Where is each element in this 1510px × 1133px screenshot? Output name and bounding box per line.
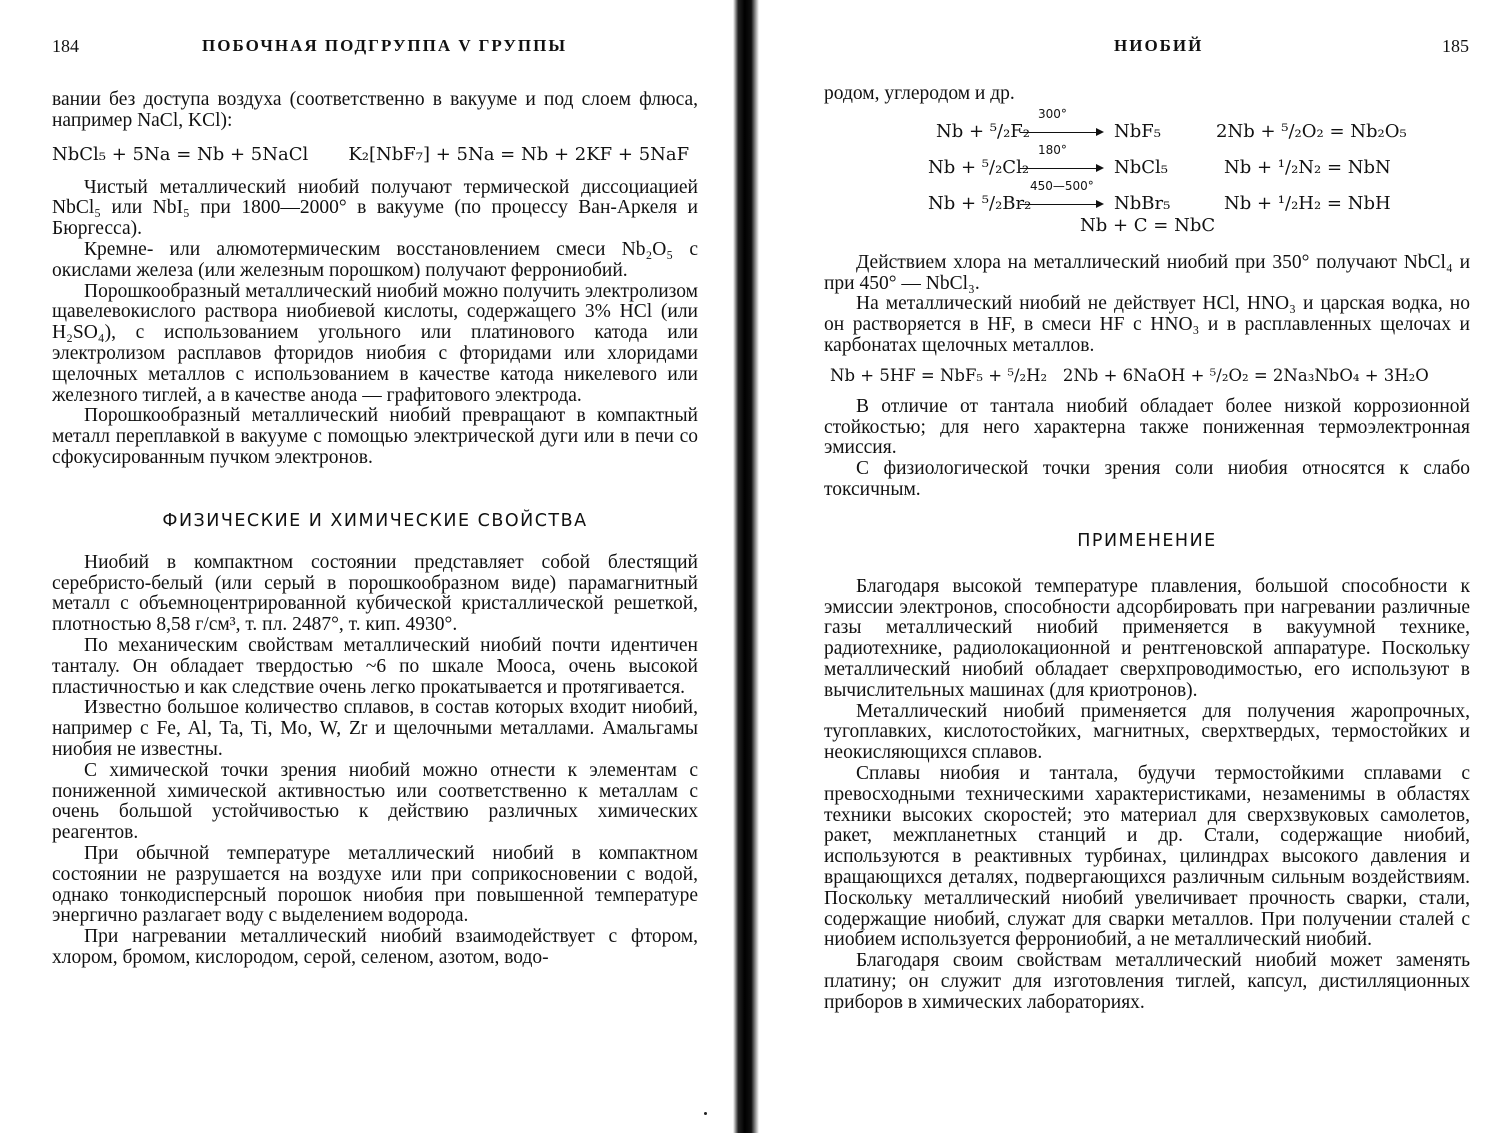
equation-product: NbBr₅ xyxy=(1114,192,1171,214)
text-column xyxy=(52,90,698,969)
speck xyxy=(704,1112,707,1115)
paragraph: Действием хлора на металлический ниобий при 350° получают NbCl₄ и при 450° — NbCl₃. xyxy=(824,251,1470,294)
section-heading: ФИЗИЧЕСКИЕ И ХИМИЧЕСКИЕ СВОЙСТВА xyxy=(162,510,588,531)
paragraph: При нагревании металлический ниобий взаимодействует с фтором, хлором, бромом, кислородом, серой, селеном, азотом, водо- xyxy=(52,926,698,968)
text-column xyxy=(824,84,1470,1014)
paragraph: Благодаря высокой температуре плавления, большой способности к эмиссии электронов, способности адсорбировать при нагревании различные газы металлический ниобий применяется в вакуумной технике, радиотехнике, радиолокационной и рентгеновской аппаратуре. Поскольку металлический ниобий обладает сверхпроводимостью, его используют в вычислительных машинах (для криотронов). xyxy=(824,575,1470,701)
page-number: 184 xyxy=(52,36,79,56)
paragraph: вании без доступа воздуха (соответственно в вакууме и под слоем флюса, например NaCl, KCl): xyxy=(52,89,698,131)
left-page xyxy=(0,0,735,1133)
paragraph: Порошкообразный металлический ниобий можно получить электролизом щавелевокислого раствора ниобиевой кислоты, содержащего 3% HCl (или H₂SO₄), с использованием угольного или платинового катода или электролизом расплавов фторидов ниобия с фторидами или хлоридами щелочных металлов с использованием в качестве катода никелевого или железного тиглей, а в качестве анода — графитового электрода. xyxy=(52,280,698,406)
right-page xyxy=(760,0,1510,1133)
paragraph: Ниобий в компактном состоянии представляет собой блестящий серебристо-белый (или серый в порошкообразном виде) парамагнитный металл с объемноцентрированной кубической кристаллической решеткой, плотностью 8,58 г/см³, т. пл. 2487°, т. кип. 4930°. xyxy=(52,551,698,636)
running-head: НИОБИЙ xyxy=(1114,36,1204,55)
paragraph: По механическим свойствам металлический ниобий почти идентичен танталу. Он обладает твердостью ~6 по шкале Мооса, очень высокой пластичностью и как следствие очень легко прокатывается и протягивается. xyxy=(52,634,698,698)
paragraph: Чистый металлический ниобий получают термической диссоциацией NbCl₅ или NbI₅ при 1800—2000° в вакууме (по процессу Ван-Аркеля и Бюргесса). xyxy=(52,176,698,240)
reaction-equations xyxy=(824,105,1470,236)
paragraph: Благодаря своим свойствам металлический ниобий может заменять платину; он служит для изготовления тиглей, капсул, дистилляционных приборов в химических лабораториях. xyxy=(824,950,1470,1013)
reaction-condition: 300° xyxy=(1038,106,1067,121)
equation-left: Nb + ⁵/₂Cl₂ xyxy=(928,156,1030,178)
paragraph: На металлический ниобий не действует HCl, HNO₃ и царская водка, но он растворяется в HF, в смеси HF с HNO₃ и в расплавленных щелочах и карбонатах щелочных металлов. xyxy=(824,293,1470,356)
formula-line: NbCl₅ + 5Na = Nb + 5NaCl K₂[NbF₇] + 5Na = Nb + 2KF + 5NaF xyxy=(52,143,690,165)
book-gutter xyxy=(733,0,759,1133)
paragraph: Порошкообразный металлический ниобий превращают в компактный металл переплавкой в вакууме с помощью электрической дуги или в печи со сфокусированным пучком электронов. xyxy=(52,405,698,468)
paragraph: Сплавы ниобия и тантала, будучи термостойкими сплавами с превосходными техническими характеристиками, незаменимы в областях техники высоких скоростей; это материал для сверхзвуковых самолетов, ракет, межпланетных станций и др. Стали, содержащие ниобий, используются в реактивных турбинах, цилиндрах высокого давления и вращающихся деталях, подвергающихся различным сильным воздействиям. Поскольку металлический ниобий увеличивает прочность сварки, стали, содержащие ниобий, служат для сварки металлов. При получении сталей с ниобием используется феррониобий, а не металлический ниобий. xyxy=(824,762,1470,951)
equation-left: Nb + ⁵/₂F₂ xyxy=(936,120,1030,142)
equation-product: NbF₅ xyxy=(1114,120,1161,142)
paragraph: Металлический ниобий применяется для получения жаропрочных, тугоплавких, кислотостойких, магнитных, сверхтвердых, термостойких и неокисляющихся сплавов. xyxy=(824,700,1470,764)
equation-right: Nb + ¹/₂H₂ = NbH xyxy=(1224,192,1391,214)
paragraph: С химической точки зрения ниобий можно отнести к элементам с пониженной химической активностью или соответственно к металлам с очень большой устойчивостью к действию различных химических реагентов. xyxy=(52,759,698,844)
equation: Nb + C = NbC xyxy=(1080,214,1216,236)
equation-left: Nb + ⁵/₂Br₂ xyxy=(928,192,1032,214)
formula-line: Nb + 5HF = NbF₅ + ⁵/₂H₂ 2Nb + 6NaOH + ⁵/₂O₂ = 2Na₃NbO₄ + 3H₂O xyxy=(830,365,1429,385)
equation-right: Nb + ¹/₂N₂ = NbN xyxy=(1224,156,1391,178)
reaction-arrow xyxy=(1020,204,1102,205)
paragraph: Кремне- или алюмотермическим восстановлением смеси Nb₂O₅ с окислами железа (или железным порошком) получают феррониобий. xyxy=(52,238,698,281)
equation-right: 2Nb + ⁵/₂O₂ = Nb₂O₅ xyxy=(1216,120,1407,142)
reaction-condition: 450—500° xyxy=(1030,178,1094,193)
page-number: 185 xyxy=(1442,36,1469,56)
paragraph: родом, углеродом и др. xyxy=(824,83,1015,104)
equation-product: NbCl₅ xyxy=(1114,156,1169,178)
paragraph: В отличие от тантала ниобий обладает более низкой коррозионной стойкостью; для него характерна также пониженная термоэлектронная эмиссия. xyxy=(824,395,1470,459)
paragraph: При обычной температуре металлический ниобий в компактном состоянии не разрушается на воздухе или при соприкосновении с водой, однако тонкодисперсный порошок ниобия при повышенной температуре энергично разлагает воду с выделением водорода. xyxy=(52,842,698,927)
reaction-condition: 180° xyxy=(1038,142,1067,157)
reaction-arrow xyxy=(1020,168,1102,169)
running-head: ПОБОЧНАЯ ПОДГРУППА V ГРУППЫ xyxy=(202,36,568,55)
paragraph: Известно большое количество сплавов, в состав которых входит ниобий, например с Fe, Al, Ta, Ti, Mo, W, Zr и щелочными металлами. Амальгамы ниобия не известны. xyxy=(52,697,698,760)
reaction-arrow xyxy=(1020,132,1102,133)
paragraph: С физиологической точки зрения соли ниобия относятся к слабо токсичным. xyxy=(824,458,1470,500)
section-heading: ПРИМЕНЕНИЕ xyxy=(1077,530,1217,551)
